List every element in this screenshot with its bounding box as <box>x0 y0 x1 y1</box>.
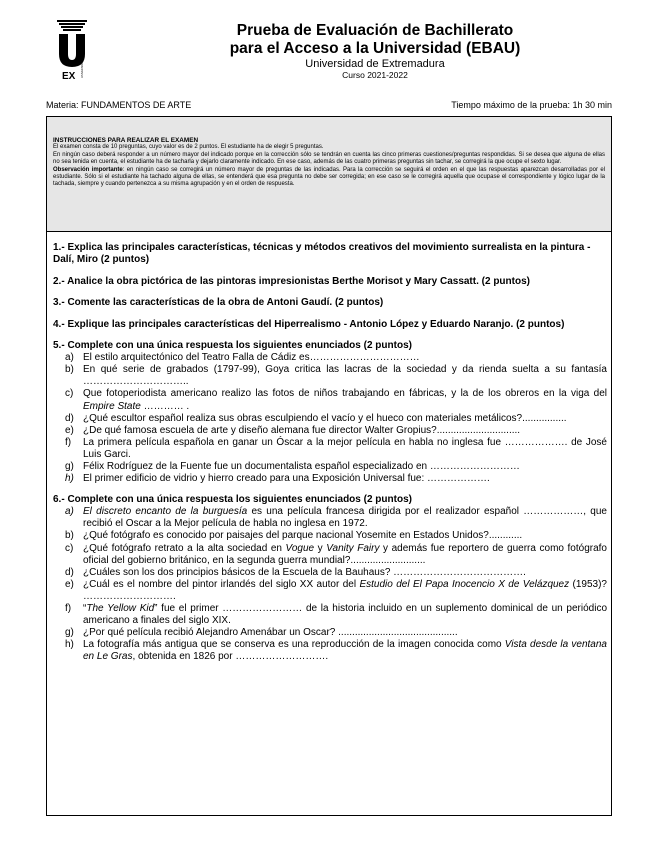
q5-item-b: b) En qué serie de grabados (1797-99), Goya critica las lacras de la sociedad y da rienda suelta a su fantasía ………………………….. <box>65 364 607 388</box>
exam-title-line1: Prueba de Evaluación de Bachillerato <box>236 22 514 39</box>
q6-item-d: d) ¿Cuáles son los dos principios básicos de la Escuela de la Bauhaus? …………………………………. <box>65 566 526 578</box>
question-5-heading: 5.- Complete con una única respuesta los siguientes enunciados (2 puntos) <box>53 340 412 352</box>
instructions-important <box>53 167 605 189</box>
q5-item-c: c) Que fotoperiodista americano realizo las fotos de niños trabajando en fábricas, y la de los obreros en la viga del Empire State ………… . <box>65 388 607 412</box>
important-label: Observación importante <box>53 166 123 173</box>
q5-item-f: f) La primera película española en ganar un Óscar a la mejor película en habla no inglesa fue ………………. de José Luis Garci. <box>65 436 607 460</box>
q5-item-h: h) El primer edificio de vidrio y hierro creado para una Exposición Universal fue: ………………. <box>65 473 490 485</box>
q5-item-e: e) ¿De qué famosa escuela de arte y diseño alemana fue director Walter Gropius?.............................. <box>65 424 521 436</box>
university-name: Universidad de Extremadura <box>305 58 445 70</box>
svg-text:EX: EX <box>62 71 76 80</box>
question-2: 2.- Analice la obra pictórica de las pintoras impresionistas Berthe Morisot y Mary Cassatt. (2 puntos) <box>53 275 530 287</box>
q5-item-g: g) Félix Rodríguez de la Fuente fue un documentalista español especializado en ……………………… <box>65 460 520 472</box>
q6-item-e: e) ¿Cuál es el nombre del pintor irlandés del siglo XX autor del Estudio del El Papa Inocencio X de Velázquez (1953)? ………………………. <box>65 578 607 602</box>
instructions-line1: El examen consta de 10 preguntas, cuyo valor es de 2 puntos. El estudiante ha de elegir 5 preguntas. <box>53 144 324 151</box>
q6-item-a: a) El discreto encanto de la burguesía es una película francesa dirigida por el realizador español ………………, que recibió el Oscar a la Mejor película de habla no inglesa en 1972. <box>65 506 607 530</box>
q5-item-a: a) El estilo arquitectónico del Teatro Falla de Cádiz es…………………………… <box>65 352 420 364</box>
q6-item-f: f) “The Yellow Kid” fue el primer …………………… de la historia incluido en un suplemento dominical de un periódico americano a finales del siglo XIX. <box>65 603 608 627</box>
course-year: Curso 2021-2022 <box>342 70 408 80</box>
exam-title-line2: para el Acceso a la Universidad (EBAU) <box>229 40 521 57</box>
university-logo <box>57 20 87 80</box>
question-1: 1.- Explica las principales características, técnicas y métodos creativos del movimiento surrealista en la pintura - Dalí, Miro (2 puntos) <box>53 242 591 266</box>
q5-item-d: d) ¿Qué escultor español realiza sus obras esculpiendo el vacío y el hueco con materiales metálicos?................ <box>65 412 567 424</box>
exam-header <box>175 22 575 80</box>
q6-item-g: g) ¿Por qué película recibió Alejandro Amenábar un Oscar? ........................................... <box>65 627 458 639</box>
question-4: 4.- Explique las principales características del Hiperrealismo - Antonio López y Eduardo Naranjo. (2 puntos) <box>53 318 565 330</box>
meta-row <box>46 100 612 110</box>
instructions-box <box>47 117 611 232</box>
q6-item-c: c) ¿Qué fotógrafo retrato a la alta sociedad en Vogue y Vanity Fairy y además fue reportero de guerra como fotógrafo oficial del gobierno británico, en la segunda guerra mundial?........................... <box>65 542 607 566</box>
instructions-heading: INSTRUCCIONES PARA REALIZAR EL EXAMEN <box>53 137 199 144</box>
q6-item-b: b) ¿Qué fotógrafo es conocido por paisajes del parque nacional Yosemite en Estados Unidos?............ <box>65 530 523 542</box>
question-6-heading: 6.- Complete con una única respuesta los siguientes enunciados (2 puntos) <box>53 494 412 506</box>
questions <box>47 232 611 663</box>
question-3: 3.- Comente las características de la obra de Antoni Gaudí. (2 puntos) <box>53 297 384 309</box>
subject-label: Materia: FUNDAMENTOS DE ARTE <box>46 100 192 110</box>
logo-vertical-text: UNIVERSIDAD DE EXTREMADURA <box>81 35 84 78</box>
instructions-line2: En ningún caso deberá responder a un número mayor del indicado porque en la corrección sólo se tendrán en cuenta las cinco primeras cuestiones/preguntas respondidas. Si se desea que alguna de ellas no sea tenida en cuenta, el estudiante ha de tacharla y dejarlo claramente indicado. En ese caso, además de las cuatro primeras preguntas sin tachar, se corregirá la que ocupe el sexto lugar. <box>53 151 605 166</box>
question-6 <box>53 494 607 663</box>
q6-item-h: h) La fotografía más antigua que se conserva es una reproducción de la imagen conocida como Vista desde la ventana en Le Gras, obtenida en 1826 por ………………………. <box>65 639 607 663</box>
question-5 <box>53 340 607 485</box>
important-text: : en ningún caso se corregirá un número mayor de preguntas de las indicadas. Para la corrección se seguirá el orden en el que las respuestas aparezcan desarrolladas por el estudiante. Sólo si el estudiante ha tachado alguna de ellas, se entenderá que esa pregunta no debe ser corregida; en ese caso se le corregirá aquella que ocupase el correspondiente y lógico lugar de la tachada, siempre y cuando pertenezca a su misma agrupación y en el orden de respuesta. <box>53 166 605 188</box>
time-limit: Tiempo máximo de la prueba: 1h 30 min <box>451 100 612 110</box>
exam-frame <box>46 116 612 816</box>
